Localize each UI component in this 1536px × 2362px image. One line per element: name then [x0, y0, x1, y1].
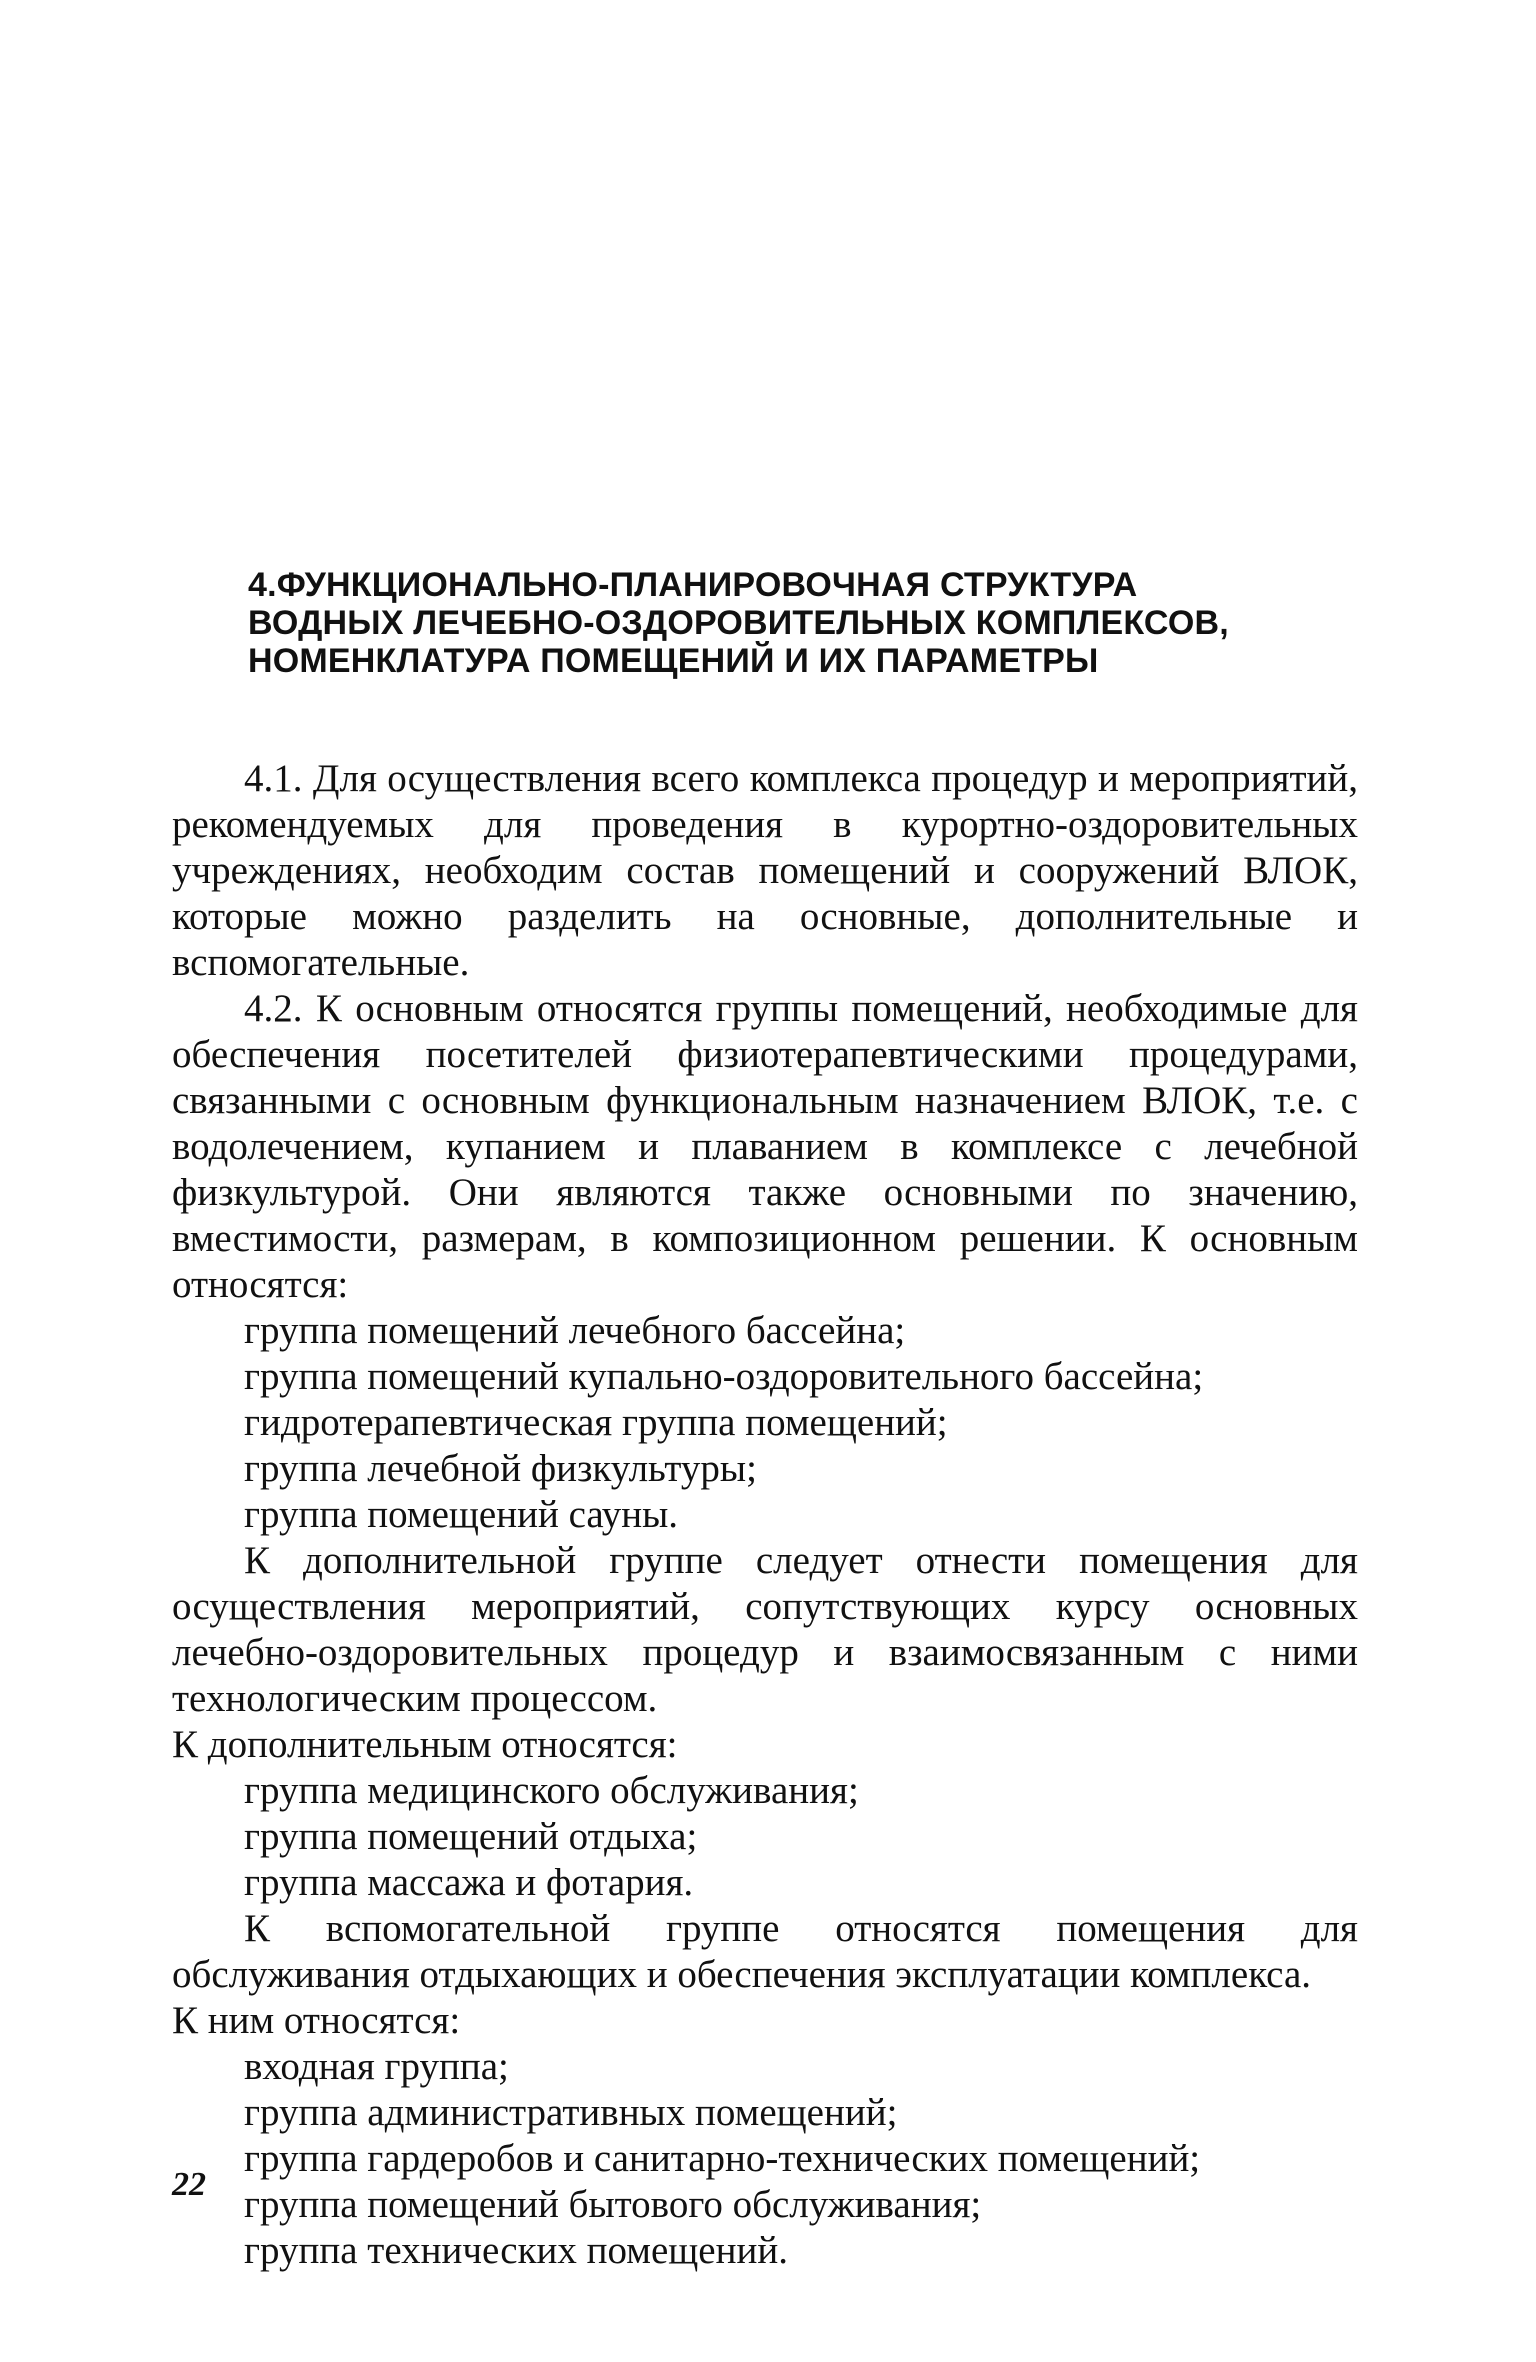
section-heading [248, 566, 1368, 680]
list-item: группа помещений лечебного бассейна; [244, 1309, 906, 1352]
additional-intro-paragraph: К дополнительной группе следует отнести помещения для осуществления мероприятий, сопутствующих курсу основных лечебно-оздоровительных процедур и взаимосвязанным с ними технологическим процессом. [172, 1539, 1358, 1720]
heading-line-2: ВОДНЫХ ЛЕЧЕБНО-ОЗДОРОВИТЕЛЬНЫХ КОМПЛЕКСОВ, [248, 604, 1229, 642]
additional-groups-list [172, 1768, 1358, 1906]
list-item: группа массажа и фотария. [244, 1861, 694, 1904]
list-item: входная группа; [244, 2045, 509, 2088]
list-item: группа технических помещений. [244, 2229, 788, 2272]
list-item: группа лечебной физкультуры; [244, 1447, 757, 1490]
list-item: группа помещений отдыха; [244, 1815, 698, 1858]
auxiliary-intro-paragraph: К вспомогательной группе относятся помещения для обслуживания отдыхающих и обеспечения эксплуатации комплекса. [172, 1907, 1358, 1996]
paragraph-4-1: 4.1. Для осуществления всего комплекса процедур и мероприятий, рекомендуемых для проведения в курортно-оздоровительных учреждениях, необходим состав помещений и сооружений ВЛОК, которые можно разделить на основные, дополнительные и вспомогательные. [172, 757, 1358, 984]
list-item: группа административных помещений; [244, 2091, 898, 2134]
heading-line-1: 4.ФУНКЦИОНАЛЬНО-ПЛАНИРОВОЧНАЯ СТРУКТУРА [248, 566, 1138, 604]
auxiliary-groups-list [172, 2044, 1358, 2274]
list-item: группа медицинского обслуживания; [244, 1769, 859, 1812]
main-groups-list [172, 1308, 1358, 1538]
paragraph-4-2: 4.2. К основным относятся группы помещений, необходимые для обеспечения посетителей физиотерапевтическими процедурами, связанными с основным функциональным назначением ВЛОК, т.е. с водолечением, купанием и плаванием в комплексе с лечебной физкультурой. Они являются также основными по значению, вместимости, размерам, в композиционном решении. К основным относятся: [172, 987, 1358, 1306]
list-item: группа помещений сауны. [244, 1493, 679, 1536]
list-item: гидротерапевтическая группа помещений; [244, 1401, 948, 1444]
page-number: 22 [172, 2166, 206, 2203]
body-text [172, 756, 1358, 2274]
list-item: группа помещений бытового обслуживания; [244, 2183, 982, 2226]
auxiliary-label: К ним относятся: [172, 1999, 461, 2042]
additional-label: К дополнительным относятся: [172, 1723, 678, 1766]
list-item: группа гардеробов и санитарно-технических помещений; [244, 2137, 1201, 2180]
heading-line-3: НОМЕНКЛАТУРА ПОМЕЩЕНИЙ И ИХ ПАРАМЕТРЫ [248, 642, 1099, 680]
list-item: группа помещений купально-оздоровительного бассейна; [244, 1355, 1204, 1398]
